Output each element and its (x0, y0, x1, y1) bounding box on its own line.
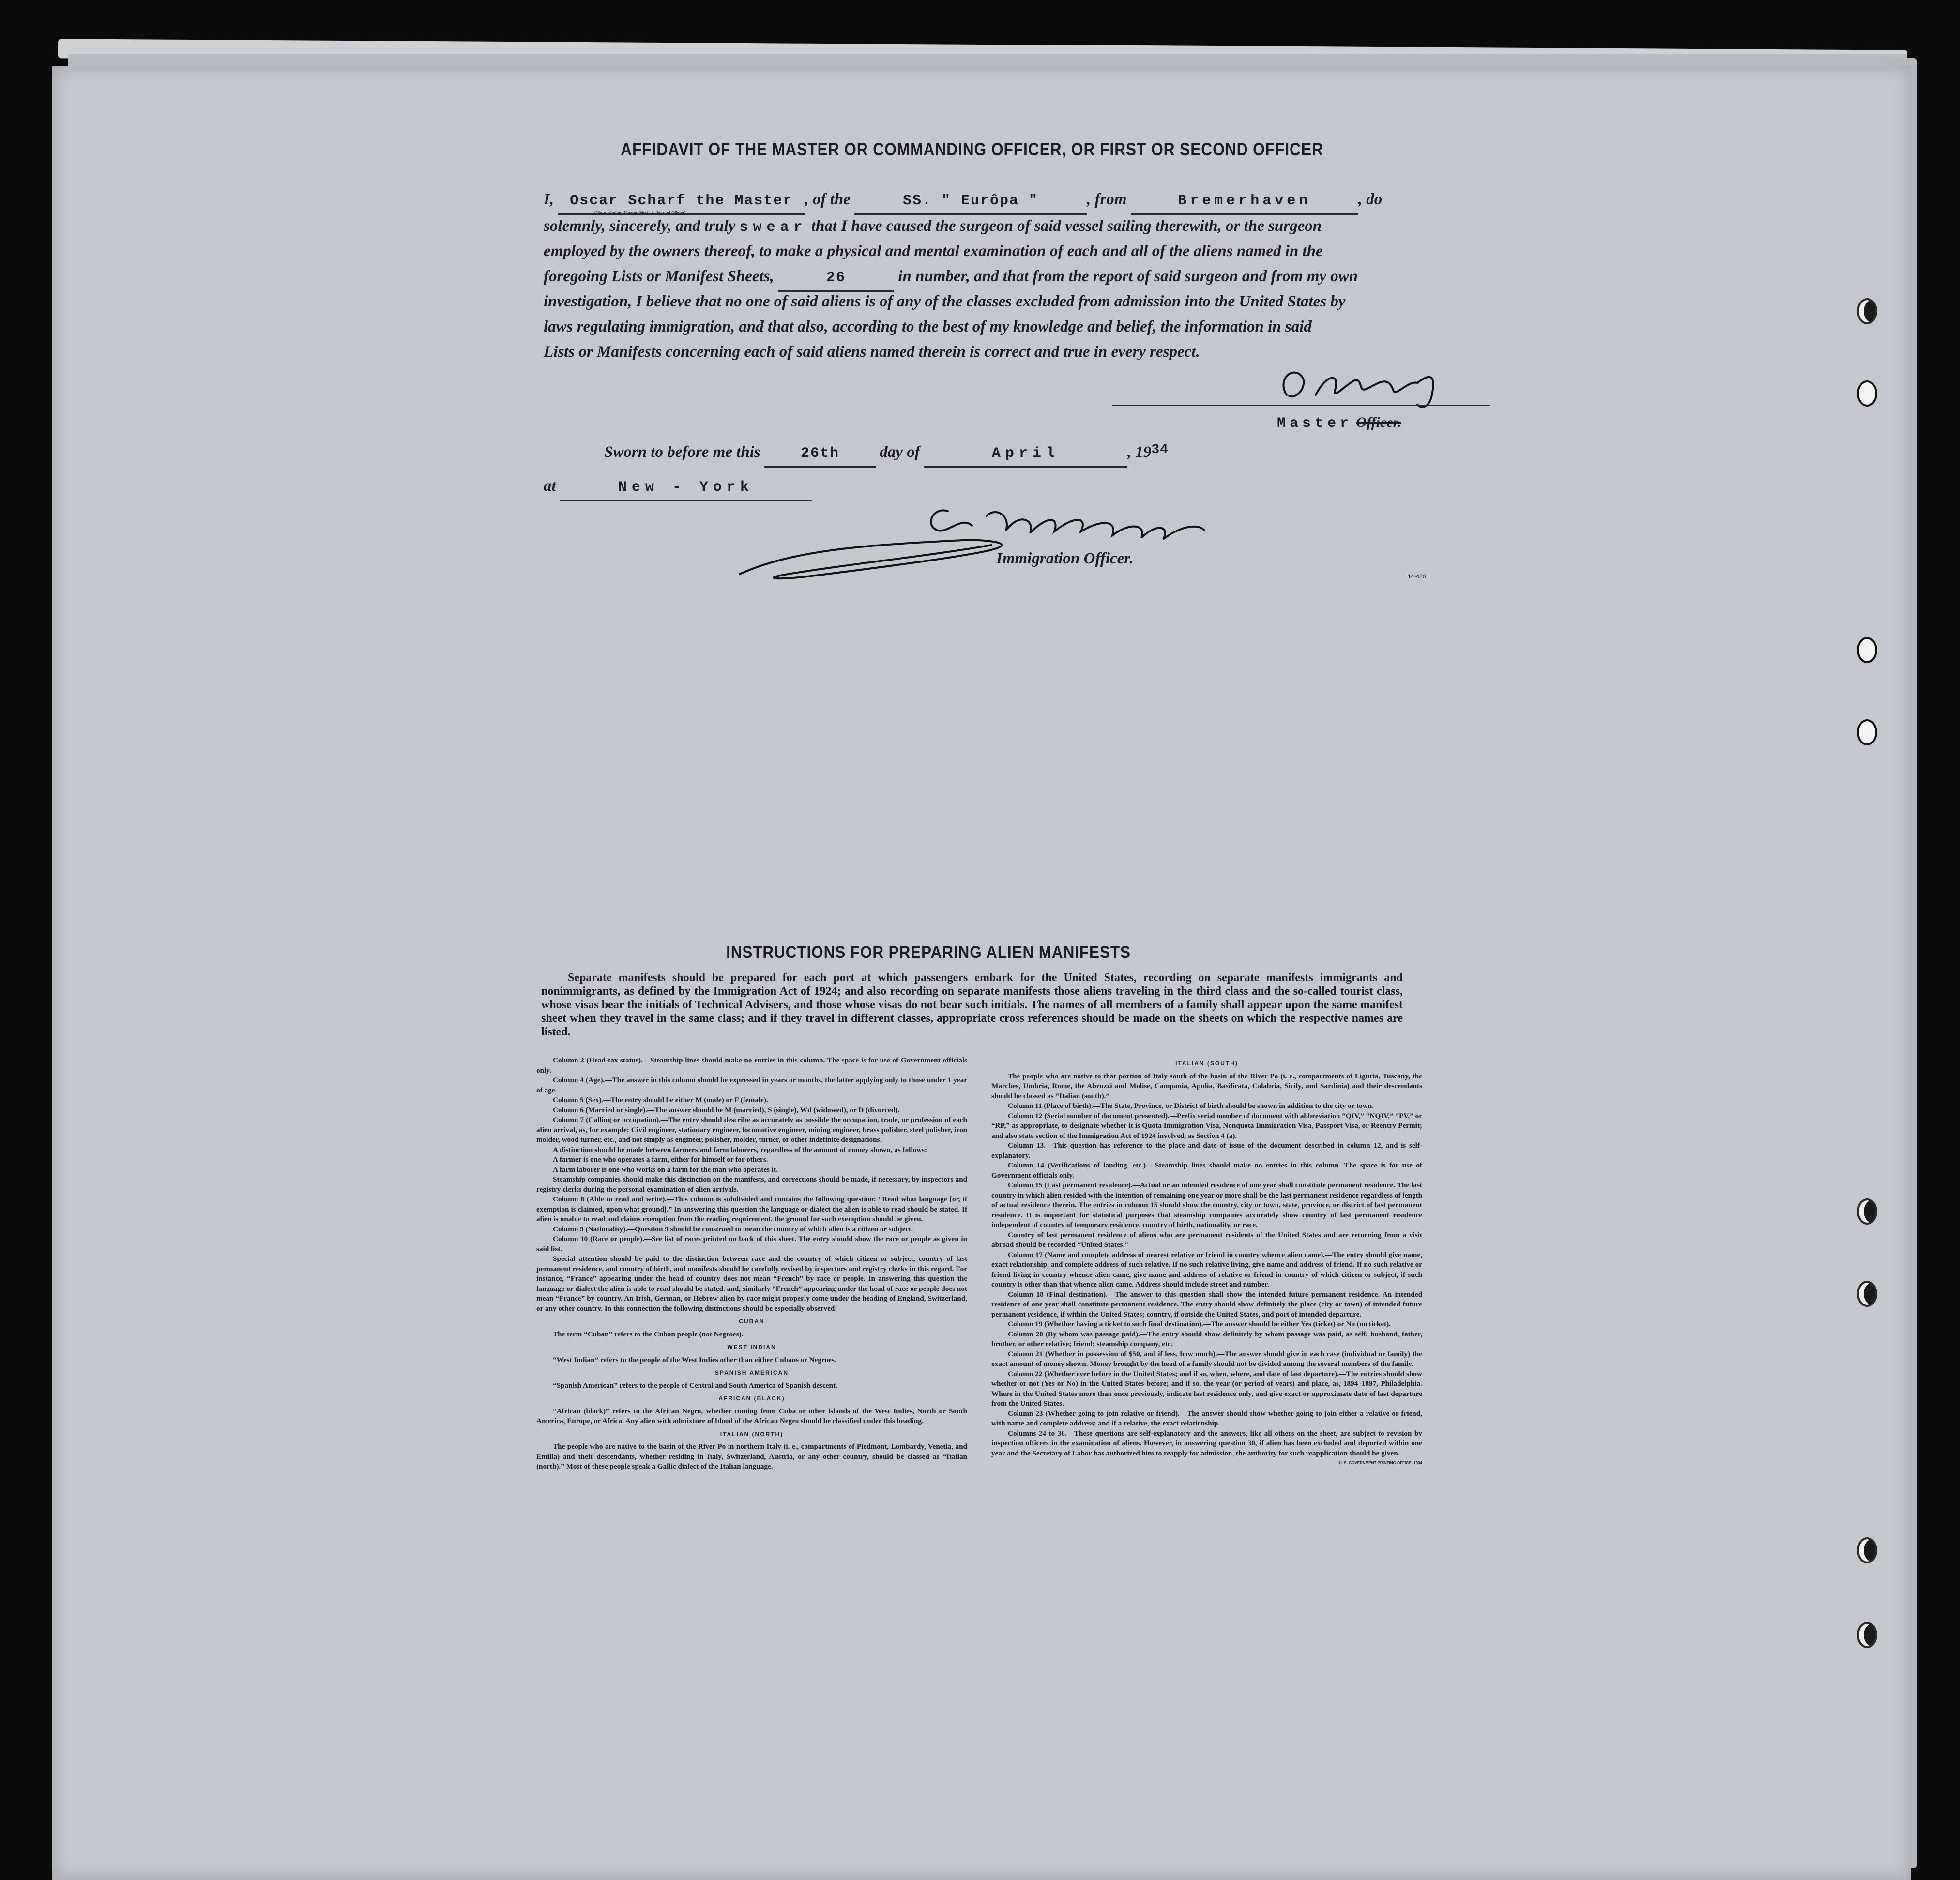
sworn-text: day of (880, 443, 920, 461)
manifest-page (52, 66, 1911, 1880)
affidavit-text: I, (544, 191, 554, 208)
instructions-title: INSTRUCTIONS FOR PREPARING ALIEN MANIFESTS (726, 943, 1131, 962)
punch-hole (1857, 1622, 1877, 1648)
column-5-instruction: Column 5 (Sex).—The entry should be either M (male) or F (female). (553, 1096, 768, 1104)
heading-african: AFRICAN (BLACK) (718, 1395, 785, 1402)
sworn-line (604, 440, 1592, 468)
departure-port-field: Bremerhaven (1131, 188, 1358, 215)
column-10-instruction: Column 10 (Race or people).—See list of races printed on back of this sheet. The entry should show the race or people as given in said list. (536, 1235, 967, 1253)
column-21-instruction: Column 21 (Whether in possession of $50, and if less, how much).—The answer should give in each case (individual or family) the exact amount of money shown. Money brought by the head of a family should not be divided among the several members of the family. (991, 1349, 1422, 1368)
sworn-place-field: New - York (560, 475, 812, 501)
officer-name-field: Oscar Scharf the Master (558, 188, 805, 215)
heading-spanish-american: SPANISH AMERICAN (714, 1369, 789, 1376)
affidavit-line-2 (544, 213, 1531, 240)
definition-italian-south: The people who are native to that portion of Italy south of the basin of the River Po (i. e., compartments of Liguria, Tuscany, the Marches, Umbria, Rome, the Abruzzi and Molise, Campania, Apulia, Basilicata, Calabria, Sicily, and Sardinia) and their descendants should be classed as “Italian (south).” (991, 1072, 1422, 1100)
column-2-instruction: Column 2 (Head-tax status).—Steamship lines should make no entries in this column. The space is for use of Government officials only. (536, 1056, 967, 1075)
immigration-officer-signature (720, 497, 1233, 593)
column-11-instruction: Column 11 (Place of birth).—The State, Province, or District of birth should be shown in addition to the city or town. (1008, 1102, 1374, 1110)
affidavit-line-4 (544, 264, 1531, 292)
affidavit-text: solemnly, sincerely, and truly (544, 217, 736, 235)
sworn-month-field: April (924, 441, 1127, 468)
heading-west-indian: WEST INDIAN (727, 1344, 776, 1350)
column-22-instruction: Column 22 (Whether ever before in the United States; and if so, when, where, and date of last departure).—The entries should show whether or not (Yes or No) in the United States before; and if so, the year (or period of years) and place, as, 1894–1897, Philadelphia. Where in the United States more than once previously, indicate last residence only, and give exact or approximate date of last departure from the United States. (991, 1369, 1422, 1408)
sworn-text: Sworn to before me this (604, 443, 760, 461)
punch-hole (1857, 298, 1877, 324)
affidavit-text: foregoing Lists or Manifest Sheets, (544, 268, 774, 285)
heading-italian-south: ITALIAN (SOUTH) (1175, 1060, 1238, 1067)
signer-title (1277, 414, 1401, 432)
officer-hint: (State whether Master, First, or Second Officer) (594, 210, 686, 215)
column-7-instruction: Column 7 (Calling or occupation).—The entry should describe as accurately as possible the occupation, trade, or profession of each alien arrival, as, for example: Civil engineer, stationary engineer, locomotive engineer, mining engineer, brass polisher, steel polisher, iron molder, wood turner, etc., and not simply as engineer, polisher, molder, turner, or other indefinite designations. (536, 1116, 967, 1144)
farm-distinction: A distinction should be made between farmers and farm laborers, regardless of the amount of money shown, as follows: (553, 1145, 927, 1154)
oath-word: swear (739, 219, 807, 236)
steamship-distinction: Steamship companies should make this distinction on the manifests, and corrections should be made, if necessary, by inspectors and registry clerks during the personal examination of alien arrivals. (536, 1175, 967, 1194)
column-12-instruction: Column 12 (Serial number of document presented).—Prefix serial number of document with abbreviation “QIV,” “NQIV,” “PV,” or “RP,” as appropriate, to designate whether it is Quota Immigration Visa, Nonquota Immigration Visa, Passport Visa, or Reentry Permit; and also state section of the Immigration Act of 1924 involved, as Section 4 (a). (991, 1111, 1422, 1140)
affidavit-line-5: investigation, I believe that no one of said aliens is of any of the classes excluded from admission into the United States by (544, 293, 1346, 310)
farmer-definition: A farmer is one who operates a farm, either for himself or for others. (553, 1155, 768, 1164)
column-17-instruction: Column 17 (Name and complete address of nearest relative or friend in country whence alien came).—The entry should give name, exact relationship, and complete address of such relative. If no such relative living, give name and address of friend. If no such relative or friend living in country whence alien came, give name and address of relative or friend in country of which citizen or subject, if such country is other than that whence alien came. Address should include street and number. (991, 1250, 1422, 1289)
affidavit-title: AFFIDAVIT OF THE MASTER OR COMMANDING OFFICER, OR FIRST OR SECOND OFFICER (621, 139, 1323, 159)
definition-west-indian: “West Indian” refers to the people of the West Indies other than either Cubans or Negroes. (553, 1355, 836, 1364)
vessel-field: SS. " Eurôpa " (854, 188, 1087, 215)
affidavit-text: , do (1358, 191, 1383, 208)
instructions-right-column (991, 1056, 1422, 1469)
master-signature-line (1112, 405, 1490, 406)
punch-hole (1857, 380, 1877, 407)
sworn-text: , 19 (1127, 443, 1152, 461)
column-4-instruction: Column 4 (Age).—The answer in this column should be expressed in years or months, the latter applying only to those under 1 year of age. (536, 1076, 967, 1094)
form-number: 14-420 (1408, 573, 1426, 580)
affidavit-text: that I have caused the surgeon of said vessel sailing therewith, or the surgeon (811, 217, 1322, 235)
printer-imprint: U. S. GOVERNMENT PRINTING OFFICE: 1934 (1338, 1461, 1422, 1465)
affidavit-text: , from (1087, 191, 1127, 208)
column-13-instruction: Column 13.—This question has reference to the place and date of issue of the document described in column 12, and is self-explanatory. (991, 1141, 1422, 1160)
heading-italian-north: ITALIAN (NORTH) (720, 1430, 784, 1438)
sworn-text: at (544, 477, 556, 495)
us-residence-note: Country of last permanent residence of aliens who are permanent residents of the United States and are returning from a visit abroad should be recorded “United States.” (991, 1230, 1422, 1249)
heading-cuban: CUBAN (739, 1318, 765, 1325)
instructions-left-column (536, 1056, 967, 1472)
race-distinction: Special attention should be paid to the distinction between race and the country of which citizen or subject, country of last permanent residence, and country of birth, and manifests should be carefully revised by inspectors and registry clerks in this regard. For instance, “France” appearing under the head of country does not mean “French” by race or people. In answering this question the language or dialect the alien is able to read should be stated. and, similarly “French” appearing under the head of race or people does not mean “France” by country. An Irish, German, or Hebrew alien by race might properly come under the heading of England, Switzerland, or any other country. In this connection the following distinctions should be especially observed: (536, 1255, 967, 1313)
affidavit-text: , of the (805, 191, 851, 208)
affidavit-text: in number, and that from the report of said surgeon and from my own (898, 268, 1358, 285)
column-6-instruction: Column 6 (Married or single).—The answer should be M (married), S (single), Wd (widowed), or D (divorced). (553, 1106, 900, 1114)
definition-cuban: The term “Cuban” refers to the Cuban people (not Negroes). (553, 1330, 744, 1338)
sworn-year-field: 34 (1151, 442, 1169, 457)
definition-spanish-american: “Spanish American” refers to the people of Central and South America of Spanish descent. (553, 1381, 837, 1390)
column-20-instruction: Column 20 (By whom was passage paid).—The entry should show definitely by whom passage was paid, as self; husband, father, brother, or other relative; friend; steamship company, etc. (991, 1330, 1422, 1348)
punch-hole (1857, 719, 1877, 745)
affidavit-line-3: employed by the owners thereof, to make a physical and mental examination of each and all of the aliens named in the (544, 243, 1323, 260)
punch-hole (1857, 637, 1877, 663)
column-8-instruction: Column 8 (Able to read and write).—This column is subdivided and contains the following question: “Read what language [or, if exemption is claimed, upon what ground].” In answering this question the language or dialect the alien is able to read should be stated. If alien is unable to read and claims exemption from the reading requirement, the ground for such exemption should be given. (536, 1195, 967, 1223)
sheet-count-field: 26 (778, 265, 894, 292)
affidavit-line-1 (544, 187, 1531, 215)
sworn-day-field: 26th (764, 441, 876, 468)
signer-title-struck: Officer. (1356, 414, 1402, 430)
columns-24-36-instruction: Columns 24 to 36.—These questions are self-explanatory and the answers, like all others on the sheet, are subject to revision by inspection officers in the examination of aliens. However, in answering question 30, if alien has been excluded and deported within one year and the Secretary of Labor has authorized him to reapply for admission, the authority for such reapplication should be given. (991, 1429, 1422, 1457)
affidavit-line-6: laws regulating immigration, and that also, according to the best of my knowledge and belief, the information in said (544, 318, 1312, 335)
farm-laborer-definition: A farm laborer is one who works on a farm for the man who operates it. (553, 1165, 778, 1174)
column-18-instruction: Column 18 (Final destination).—The answer to this question shall show the intended future permanent residence. An intended residence of one year shall constitute permanent residence. The entry should show definitely the place (city or town) of intended future permanent residence, if within the United States; country, if outside the United States, and port of intended departure. (991, 1290, 1422, 1319)
immigration-officer-label: Immigration Officer. (996, 550, 1134, 567)
signer-title-typed: Master (1277, 415, 1353, 432)
column-19-instruction: Column 19 (Whether having a ticket to such final destination).—The answer should be either Yes (ticket) or No (no ticket). (1008, 1320, 1391, 1328)
column-9-instruction: Column 9 (Nationality).—Question 9 should be construed to mean the country of which alien is a citizen or subject. (553, 1225, 913, 1233)
punch-hole (1857, 1281, 1877, 1307)
column-15-instruction: Column 15 (Last permanent residence).—Actual or an intended residence of one year shall constitute permanent residence. The last country in which alien resided with the intention of remaining one year or more shall be the last permanent residence regardless of length of actual residence therein. The entries in column 15 should show the country, city or town, state, province, or district of last permanent residence. It is important for statistical purposes that steamship companies accurately show country of last permanent residence independent of country of temporary residence, country of birth, nationality, or race. (991, 1181, 1422, 1229)
column-14-instruction: Column 14 (Verifications of landing, etc.).—Steamship lines should make no entries in this column. The space is for use of Government officials only. (991, 1161, 1422, 1180)
column-23-instruction: Column 23 (Whether going to join relative or friend).—The answer should show whether going to join either a relative or friend, with name and complete address; and if a relative, the exact relationship. (991, 1409, 1422, 1427)
definition-italian-north: The people who are native to the basin of the River Po in northern Italy (i. e., compartments of Piedmont, Lombardy, Venetia, and Emilia) and their descendants, whether residing in Italy, Switzerland, Austria, or any other country, should be classed as “Italian (north).” Most of these people speak a Gallic dialect of the Italian language. (536, 1442, 967, 1471)
definition-african: “African (black)” refers to the African Negro, whether coming from Cuba or other islands of the West Indies, North or South America, Europe, or Africa. Any alien with admixture of blood of the African Negro should be classified under this heading. (536, 1407, 967, 1425)
affidavit-line-7: Lists or Manifests concerning each of said aliens named therein is correct and true in every respect. (544, 343, 1200, 361)
punch-hole (1857, 1537, 1877, 1563)
punch-hole (1857, 1198, 1877, 1225)
master-signature (1272, 361, 1475, 414)
instructions-intro: Separate manifests should be prepared for each port at which passengers embark for the United States, recording on separate manifests immigrants and nonimmigrants, as defined by the Immigration Act of 1924; and also recording on separate manifests those aliens traveling in the third class and the so-called tourist class, whose visas bear the initials of Technical Advisers, and those whose visas do not bear such initials. The names of all members of a family shall appear upon the same manifest sheet when they travel in the same class; and if they travel in different classes, appropriate cross references should be made on the sheets on which the respective names are listed. (541, 971, 1403, 1038)
